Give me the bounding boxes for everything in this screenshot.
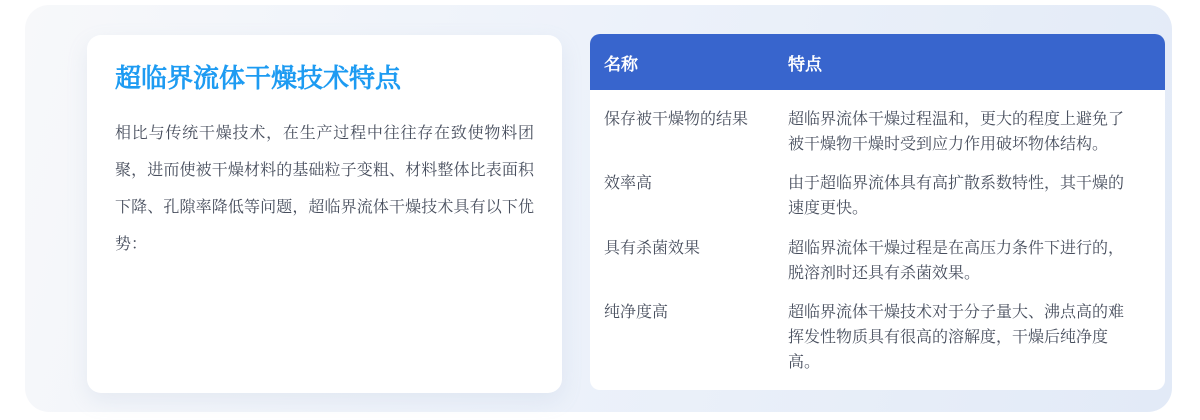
intro-paragraph: 相比与传统干燥技术，在生产过程中往往存在致使物料团聚，进而使被干燥材料的基础粒子变粗、材料整体比表面积下降、孔隙率降低等问题，超临界流体干燥技术具有以下优势： (115, 125, 534, 253)
header-name-cell: 名称 (604, 54, 638, 74)
table-header (590, 34, 1165, 90)
row-name: 纯净度高 (604, 303, 669, 321)
table-row (590, 236, 1165, 286)
header-feature-cell: 特点 (788, 54, 822, 74)
row-name: 效率高 (604, 175, 653, 193)
features-table (590, 34, 1165, 390)
table-row (590, 300, 1165, 375)
row-feature: 超临界流体干燥技术对于分子量大、沸点高的难挥发性物质具有很高的溶解度，干燥后纯净度高。 (788, 303, 1125, 371)
row-name: 具有杀菌效果 (604, 239, 701, 257)
intro-title: 超临界流体干燥技术特点 (115, 63, 402, 93)
content-panel (25, 5, 1172, 412)
row-feature: 超临界流体干燥过程温和，更大的程度上避免了被干燥物干燥时受到应力作用破坏物体结构。 (788, 111, 1125, 153)
row-name: 保存被干燥物的结果 (604, 111, 749, 128)
table-row (590, 171, 1165, 221)
table-row (590, 107, 1165, 157)
intro-card (87, 35, 562, 393)
row-feature: 由于超临界流体具有高扩散系数特性，其干燥的速度更快。 (788, 175, 1125, 218)
table-body (590, 90, 1165, 390)
row-feature: 超临界流体干燥过程是在高压力条件下进行的，脱溶剂时还具有杀菌效果。 (788, 239, 1125, 282)
